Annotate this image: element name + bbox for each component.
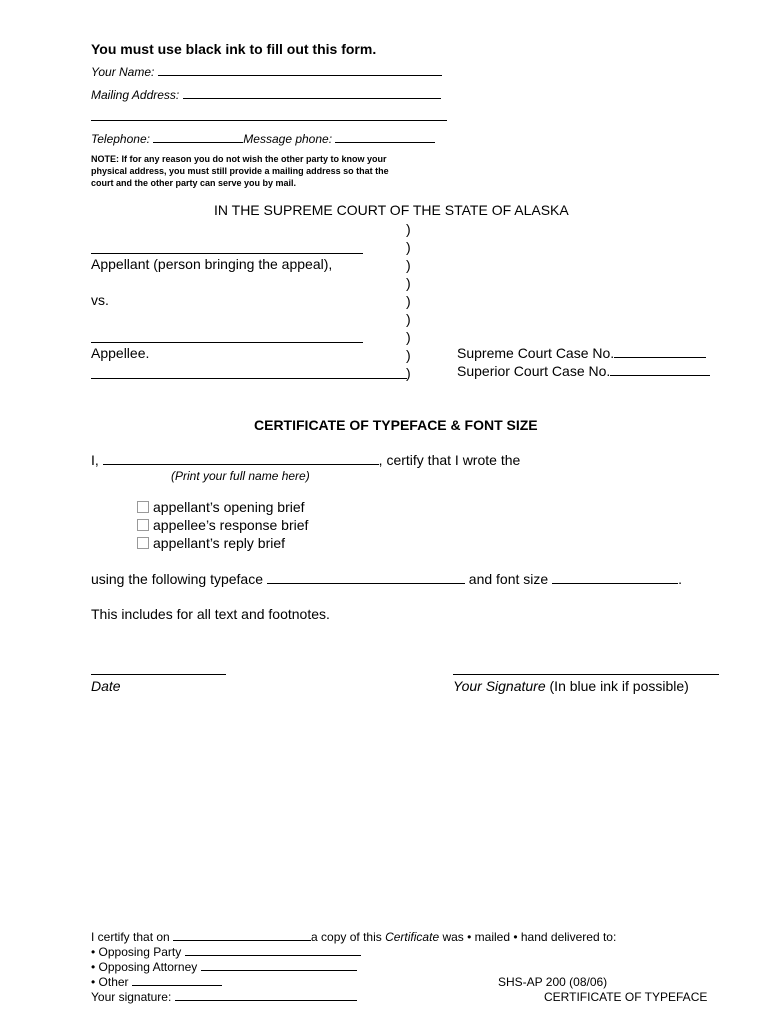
signature-label: Your Signature [453, 678, 546, 694]
appellee-label: Appellee. [91, 345, 150, 361]
signature-note: (In blue ink if possible) [545, 678, 689, 694]
mailing-address-label: Mailing Address: [91, 88, 180, 102]
service-middle: a copy of this [311, 930, 386, 944]
opposing-attorney-label: • Opposing Attorney [91, 960, 198, 974]
brief-option-label: appellant’s reply brief [153, 535, 286, 551]
service-certificate-word: Certificate [385, 930, 440, 944]
supreme-case-label: Supreme Court Case No. [457, 345, 615, 361]
appellee-extra-field[interactable] [91, 363, 407, 379]
form-name: CERTIFICATE OF TYPEFACE [544, 990, 708, 1004]
font-size-label: and font size [468, 571, 549, 587]
appellant-label: Appellant (person bringing the appeal), [91, 256, 333, 272]
opposing-party-field[interactable] [185, 955, 361, 956]
your-name-label: Your Name: [91, 65, 155, 79]
brief-option-opening[interactable] [137, 499, 305, 515]
caption-paren: ) [406, 347, 411, 363]
appellant-name-field[interactable] [91, 238, 363, 254]
signature-caption [453, 678, 689, 694]
typeface-label: using the following typeface [91, 571, 263, 587]
telephone-row [91, 132, 435, 146]
your-signature-label: Your signature: [91, 990, 172, 1004]
checkbox[interactable] [137, 501, 149, 513]
appellee-name-field[interactable] [91, 327, 363, 343]
vs-label: vs. [91, 292, 109, 308]
your-signature-row [91, 990, 357, 1004]
message-phone-label: Message phone: [243, 132, 333, 146]
mailing-address-row [91, 88, 441, 102]
telephone-field[interactable] [153, 142, 243, 143]
caption-paren: ) [406, 221, 411, 237]
telephone-label: Telephone: [91, 132, 150, 146]
checkbox[interactable] [137, 537, 149, 549]
note-line: NOTE: If for any reason you do not wish the other party to know your [91, 154, 387, 164]
your-name-field[interactable] [158, 75, 442, 76]
note-line: court and the other party can serve you by mail. [91, 178, 297, 188]
other-row [91, 975, 222, 989]
form-id: SHS-AP 200 (08/06) [498, 975, 608, 989]
address-note [91, 153, 389, 189]
message-phone-field[interactable] [335, 142, 435, 143]
mailing-address-field[interactable] [183, 98, 441, 99]
signature-field[interactable] [453, 660, 719, 675]
caption-paren: ) [406, 275, 411, 291]
superior-case-field[interactable] [610, 375, 710, 376]
certify-prefix: I, [91, 452, 99, 468]
certify-suffix: , certify that I wrote the [378, 452, 521, 468]
includes-text: This includes for all text and footnotes. [91, 606, 330, 622]
typeface-field[interactable] [267, 583, 465, 584]
caption-paren: ) [406, 293, 411, 309]
certificate-heading: CERTIFICATE OF TYPEFACE & FONT SIZE [254, 417, 538, 433]
service-certify-row [91, 930, 616, 944]
other-label: • Other [91, 975, 129, 989]
note-line: physical address, you must still provide a mailing address so that the [91, 166, 389, 176]
service-date-field[interactable] [173, 940, 311, 941]
brief-option-label: appellee’s response brief [153, 517, 309, 533]
caption-paren: ) [406, 239, 411, 255]
checkbox[interactable] [137, 519, 149, 531]
opposing-party-label: • Opposing Party [91, 945, 182, 959]
date-label: Date [91, 678, 121, 694]
caption-paren: ) [406, 257, 411, 273]
service-prefix: I certify that on [91, 930, 170, 944]
superior-case-label: Superior Court Case No. [457, 363, 611, 379]
other-field[interactable] [132, 985, 222, 986]
supreme-case-row [457, 345, 706, 361]
ink-warning: You must use black ink to fill out this form. [91, 41, 377, 57]
full-name-field[interactable] [103, 464, 379, 465]
typeface-row [91, 571, 682, 587]
caption-paren: ) [406, 311, 411, 327]
brief-option-response[interactable] [137, 517, 308, 533]
caption-paren: ) [406, 365, 411, 381]
print-name-hint: (Print your full name here) [171, 469, 310, 483]
date-field[interactable] [91, 660, 226, 675]
brief-option-label: appellant’s opening brief [153, 499, 305, 515]
typeface-period: . [678, 571, 682, 587]
your-signature-field[interactable] [175, 1000, 357, 1001]
brief-option-reply[interactable] [137, 535, 285, 551]
opposing-attorney-field[interactable] [201, 970, 357, 971]
certify-row [91, 452, 520, 468]
opposing-attorney-row [91, 960, 357, 974]
superior-case-row [457, 363, 710, 379]
opposing-party-row [91, 945, 361, 959]
service-suffix: was • mailed • hand delivered to: [439, 930, 617, 944]
supreme-case-field[interactable] [614, 357, 706, 358]
court-title: IN THE SUPREME COURT OF THE STATE OF ALASKA [214, 202, 569, 218]
mailing-address-field-2[interactable] [91, 106, 447, 121]
your-name-row [91, 65, 442, 79]
font-size-field[interactable] [552, 583, 678, 584]
caption-paren: ) [406, 329, 411, 345]
